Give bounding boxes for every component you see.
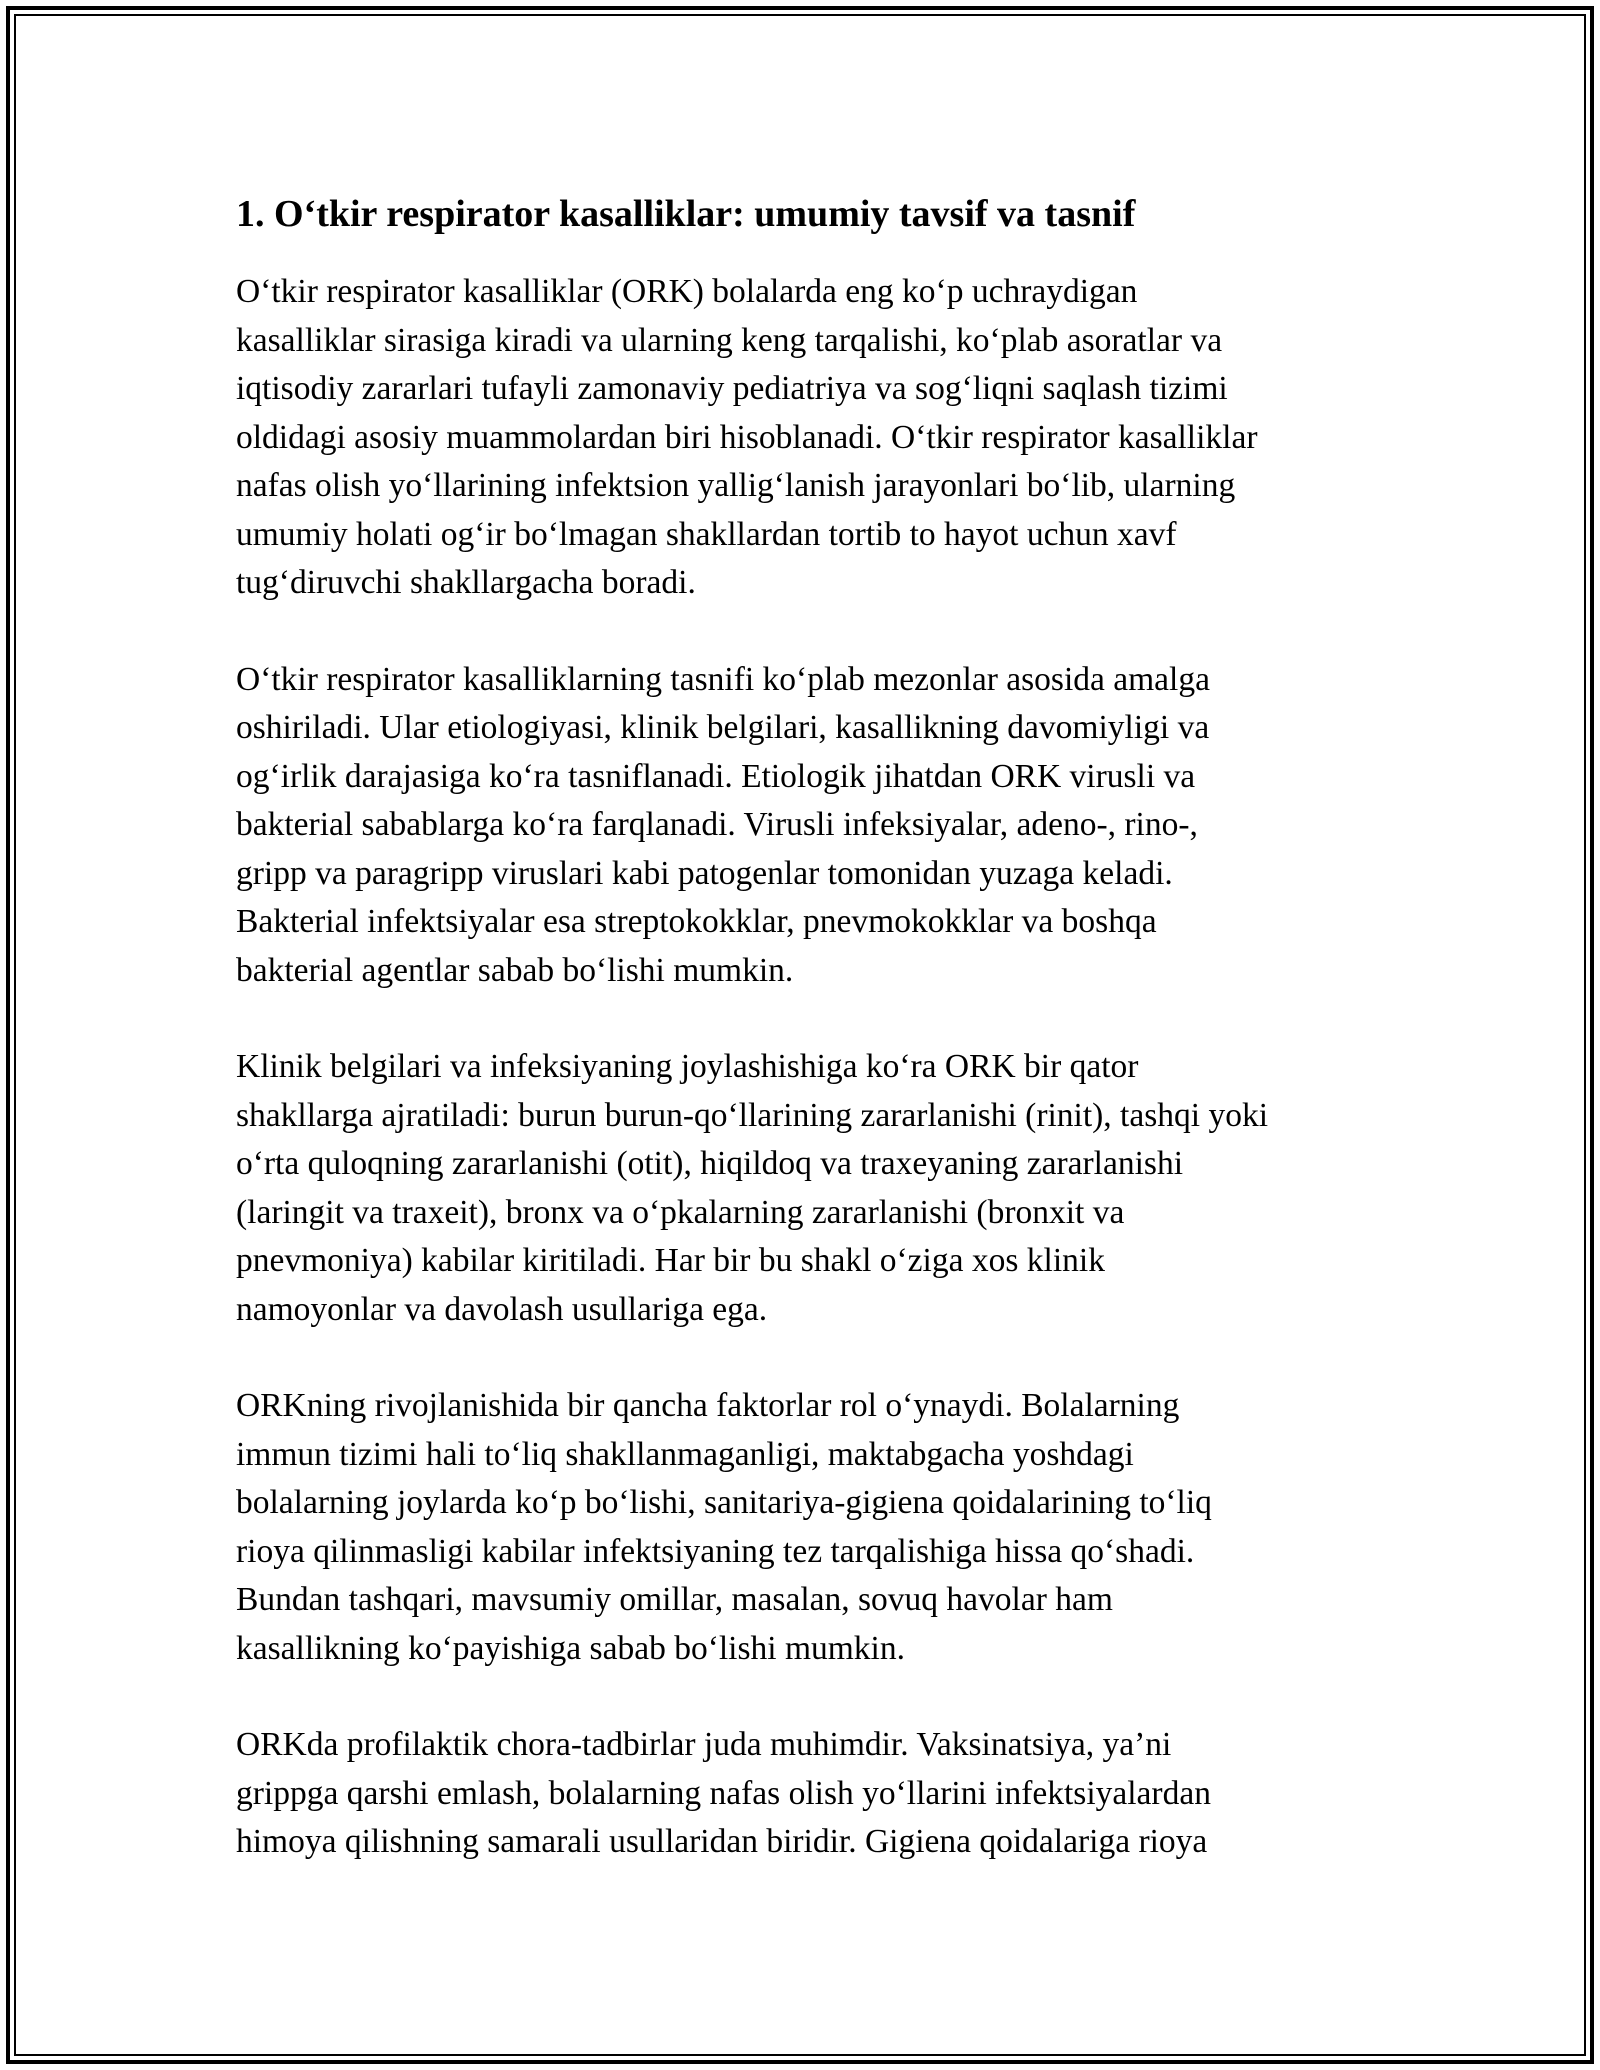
document-body bbox=[236, 186, 1376, 1915]
section-heading: 1. O‘tkir respirator kasalliklar: umumiy tavsif va tasnif bbox=[236, 193, 1136, 235]
paragraph-intro: O‘tkir respirator kasalliklar (ORK) bolalarda eng ko‘p uchraydigan kasalliklar sirasiga kiradi va ularning keng tarqalishi, ko‘plab asoratlar va iqtisodiy zararlari tufayli zamonaviy pediatriya va sog‘liqni saqlash tizimi oldidagi asosiy muammolardan biri hisoblanadi. O‘tkir respirator kasalliklar nafas olish yo‘llarining infektsion yallig‘lanish jarayonlari bo‘lib, ularning umumiy holati og‘ir bo‘lmagan shakllardan tortib to hayot uchun xavf tug‘diruvchi shakllargacha boradi. bbox=[236, 273, 1258, 601]
paragraph-prevention: ORKda profilaktik chora-tadbirlar juda muhimdir. Vaksinatsiya, ya’ni grippga qarshi emlash, bolalarning nafas olish yo‘llarini infektsiyalardan himoya qilishning samarali usullaridan biridir. Gigiena qoidalariga rioya bbox=[236, 1726, 1211, 1860]
paragraph-classification: O‘tkir respirator kasalliklarning tasnifi ko‘plab mezonlar asosida amalga oshiriladi. Ular etiologiyasi, klinik belgilari, kasallikning davomiyligi va og‘irlik darajasiga ko‘ra tasniflanadi. Etiologik jihatdan ORK virusli va bakterial sabablarga ko‘ra farqlanadi. Virusli infeksiyalar, adeno-, rino-, gripp va paragripp viruslari kabi patogenlar tomonidan yuzaga keladi. Bakterial infektsiyalar esa streptokokklar, pnevmokokklar va boshqa bakterial agentlar sabab bo‘lishi mumkin. bbox=[236, 660, 1210, 989]
paragraph-clinical-forms: Klinik belgilari va infeksiyaning joylashishiga ko‘ra ORK bir qator shakllarga ajratiladi: burun burun-qo‘llarining zararlanishi (rinit), tashqi yoki o‘rta quloqning zararlanishi (otit), hiqildoq va traxeyaning zararlanishi (laringit va traxeit), bronx va o‘pkalarning zararlanishi (bronxit va pnevmoniya) kabilar kiritiladi. Har bir bu shakl o‘ziga xos klinik namoyonlar va davolash usullariga ega. bbox=[236, 1048, 1269, 1328]
paragraph-risk-factors: ORKning rivojlanishida bir qancha faktorlar rol o‘ynaydi. Bolalarning immun tizimi hali to‘liq shakllanmaganligi, maktabgacha yoshdagi bolalarning joylarda ko‘p bo‘lishi, sanitariya-gigiena qoidalarining to‘liq rioya qilinmasligi kabilar infektsiyaning tez tarqalishiga hissa qo‘shadi. Bundan tashqari, mavsumiy omillar, masalan, sovuq havolar ham kasallikning ko‘payishiga sabab bo‘lishi mumkin. bbox=[236, 1387, 1212, 1667]
